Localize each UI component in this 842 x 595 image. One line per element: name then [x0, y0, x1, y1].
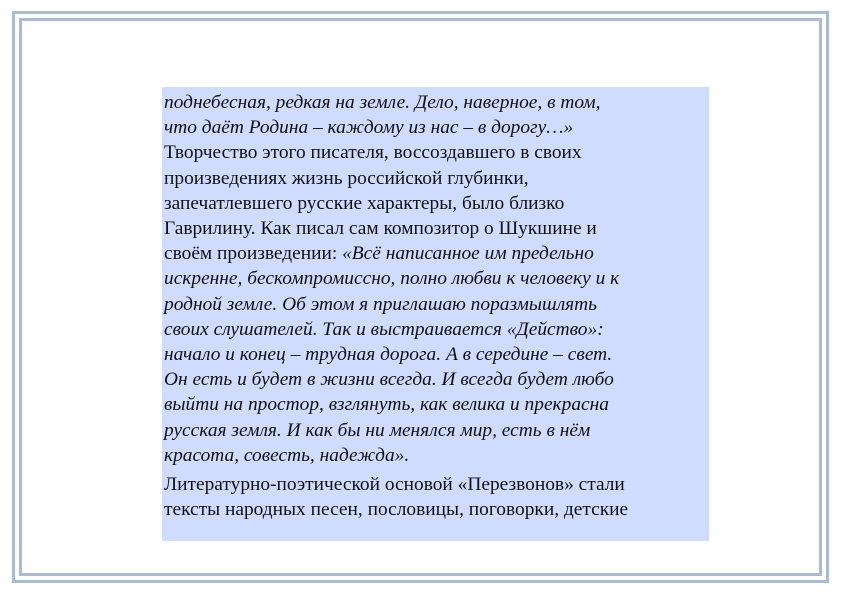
text-box: [162, 87, 709, 541]
text-line: родной земле. Об этом я приглашаю поразмышлять: [164, 293, 597, 315]
text-line: Он есть и будет в жизни всегда. И всегда будет любо: [164, 369, 614, 391]
text-line: Гаврилину. Как писал сам композитор о Шукшине и: [164, 218, 597, 240]
text-line: красота, совесть, надежда».: [164, 444, 410, 466]
text-line: запечатлевшего русские характеры, было близко: [164, 192, 565, 214]
text-line: Творчество этого писателя, воссоздавшего в своих: [164, 142, 582, 164]
text-line: тексты народных песен, пословицы, поговорки, детские: [164, 499, 629, 521]
text-line: начало и конец – трудная дорога. А в середине – свет.: [164, 344, 613, 366]
text-line: своём произведении: «Всё написанное им предельно: [164, 243, 594, 265]
text-line: выйти на простор, взглянуть, как велика и прекрасна: [164, 394, 609, 416]
paragraph-quote: [164, 90, 709, 468]
text-line: поднебесная, редкая на земле. Дело, наверное, в том,: [164, 92, 601, 113]
text-line: русская земля. И как бы ни менялся мир, есть в нём: [164, 419, 591, 441]
text-line: своих слушателей. Так и выстраивается «Действо»:: [164, 318, 604, 340]
text-line: искренне, бескомпромиссно, полно любви к человеку и к: [164, 268, 620, 290]
text-line: произведениях жизнь российской глубинки,: [164, 167, 529, 189]
text-line: Литературно-поэтической основой «Перезвонов» стали: [164, 474, 625, 496]
text-line: что даёт Родина – каждому из нас – в дорогу…»: [164, 117, 574, 139]
paragraph-next: [164, 472, 709, 522]
